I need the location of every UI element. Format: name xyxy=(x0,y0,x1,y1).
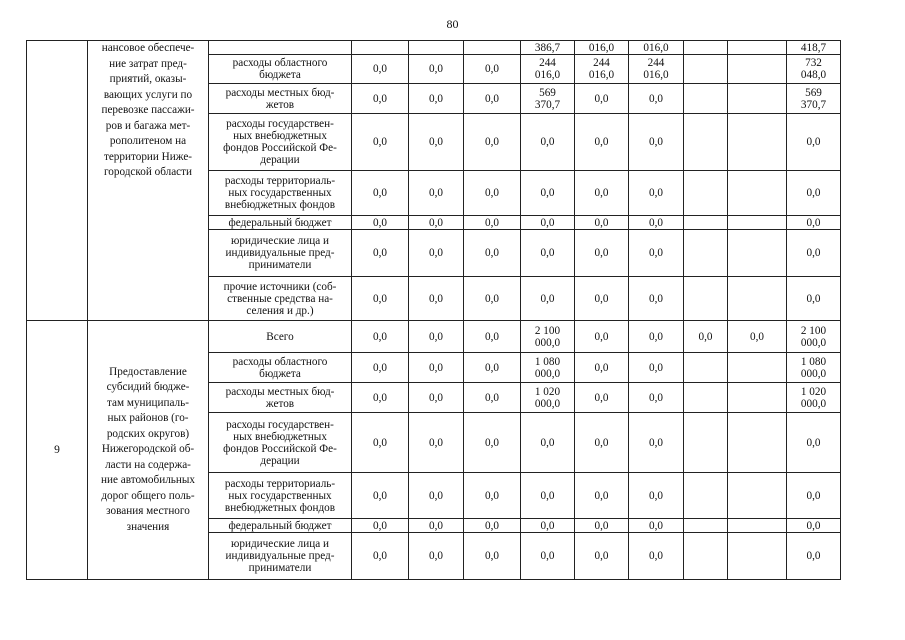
value-cell: 0,0 xyxy=(352,114,409,171)
value-cell: 0,0 xyxy=(352,55,409,84)
value-cell: 0,0 xyxy=(464,519,521,533)
funding-source-label: расходы государствен- ных внебюджетных фондов Российской Фе- дерации xyxy=(209,114,352,171)
value-cell: 1 080 000,0 xyxy=(521,353,575,383)
value-cell: 0,0 xyxy=(787,230,841,277)
value-cell xyxy=(728,114,787,171)
funding-source-label: расходы местных бюд- жетов xyxy=(209,383,352,413)
value-cell: 0,0 xyxy=(464,230,521,277)
value-cell: 0,0 xyxy=(521,473,575,519)
value-cell: 0,0 xyxy=(352,473,409,519)
value-cell: 0,0 xyxy=(464,473,521,519)
value-cell: 0,0 xyxy=(629,519,684,533)
value-cell: 0,0 xyxy=(409,114,464,171)
value-cell: 0,0 xyxy=(575,353,629,383)
value-cell: 0,0 xyxy=(728,321,787,353)
value-cell: 0,0 xyxy=(521,230,575,277)
value-cell: 2 100 000,0 xyxy=(521,321,575,353)
value-cell xyxy=(728,533,787,580)
value-cell: 0,0 xyxy=(629,413,684,473)
value-cell: 0,0 xyxy=(575,171,629,216)
funding-source-label: юридические лица и индивидуальные пред- приниматели xyxy=(209,230,352,277)
value-cell: 569 370,7 xyxy=(521,84,575,114)
value-cell xyxy=(684,277,728,321)
value-cell: 0,0 xyxy=(464,84,521,114)
value-cell: 0,0 xyxy=(409,383,464,413)
value-cell: 0,0 xyxy=(575,533,629,580)
value-cell: 0,0 xyxy=(575,321,629,353)
value-cell: 0,0 xyxy=(629,171,684,216)
value-cell xyxy=(728,41,787,55)
value-cell: 0,0 xyxy=(575,277,629,321)
page-number: 80 xyxy=(446,17,459,31)
value-cell xyxy=(728,171,787,216)
value-cell: 0,0 xyxy=(521,533,575,580)
value-cell: 0,0 xyxy=(409,55,464,84)
value-cell: 0,0 xyxy=(464,533,521,580)
value-cell xyxy=(684,353,728,383)
value-cell: 0,0 xyxy=(575,473,629,519)
value-cell: 0,0 xyxy=(787,533,841,580)
value-cell: 0,0 xyxy=(787,171,841,216)
funding-source-label xyxy=(209,41,352,55)
value-cell: 0,0 xyxy=(409,473,464,519)
value-cell: 0,0 xyxy=(409,353,464,383)
funding-source-label: расходы областного бюджета xyxy=(209,353,352,383)
value-cell: 0,0 xyxy=(464,321,521,353)
value-cell: 0,0 xyxy=(409,413,464,473)
value-cell xyxy=(684,413,728,473)
value-cell xyxy=(684,171,728,216)
value-cell: 0,0 xyxy=(787,114,841,171)
value-cell: 0,0 xyxy=(409,230,464,277)
value-cell: 0,0 xyxy=(409,321,464,353)
table-row xyxy=(27,41,841,55)
value-cell: 0,0 xyxy=(409,216,464,230)
row-number-cell: 9 xyxy=(27,321,88,580)
measure-description-cell: Предоставление субсидий бюдже- там муниципаль- ных районов (го- родских округов) Нижегородской об- ласти на содержа- ние автомобильных дорог общего поль- зования местного значения xyxy=(88,321,209,580)
value-cell xyxy=(684,41,728,55)
value-cell: 0,0 xyxy=(629,216,684,230)
value-cell: 016,0 xyxy=(629,41,684,55)
value-cell: 0,0 xyxy=(464,171,521,216)
value-cell: 0,0 xyxy=(629,277,684,321)
value-cell: 016,0 xyxy=(575,41,629,55)
value-cell xyxy=(728,55,787,84)
funding-source-label: юридические лица и индивидуальные пред- приниматели xyxy=(209,533,352,580)
value-cell: 0,0 xyxy=(409,171,464,216)
value-cell xyxy=(684,55,728,84)
value-cell: 0,0 xyxy=(352,383,409,413)
value-cell: 418,7 xyxy=(787,41,841,55)
value-cell xyxy=(352,41,409,55)
value-cell: 0,0 xyxy=(629,533,684,580)
value-cell: 0,0 xyxy=(352,519,409,533)
value-cell: 0,0 xyxy=(629,114,684,171)
value-cell xyxy=(684,84,728,114)
value-cell: 0,0 xyxy=(464,55,521,84)
value-cell xyxy=(728,353,787,383)
value-cell: 0,0 xyxy=(575,84,629,114)
funding-source-label: расходы государствен- ных внебюджетных фондов Российской Фе- дерации xyxy=(209,413,352,473)
value-cell: 0,0 xyxy=(464,383,521,413)
value-cell: 0,0 xyxy=(521,277,575,321)
value-cell xyxy=(728,84,787,114)
value-cell xyxy=(464,41,521,55)
value-cell: 0,0 xyxy=(629,473,684,519)
value-cell: 0,0 xyxy=(629,84,684,114)
value-cell: 0,0 xyxy=(787,277,841,321)
value-cell: 0,0 xyxy=(575,216,629,230)
value-cell xyxy=(684,383,728,413)
value-cell xyxy=(728,216,787,230)
value-cell: 0,0 xyxy=(352,533,409,580)
value-cell xyxy=(684,114,728,171)
funding-source-label: прочие источники (соб- ственные средства на- селения и др.) xyxy=(209,277,352,321)
value-cell: 0,0 xyxy=(575,519,629,533)
value-cell: 0,0 xyxy=(575,383,629,413)
measure-description-cell: нансовое обеспече- ние затрат пред- приятий, оказы- вающих услуги по перевозке пассажи- ров и багажа мет- рополитеном на территории Ниже- городской области xyxy=(88,41,209,321)
value-cell xyxy=(684,533,728,580)
value-cell xyxy=(684,519,728,533)
value-cell: 0,0 xyxy=(575,413,629,473)
value-cell: 0,0 xyxy=(352,353,409,383)
value-cell: 0,0 xyxy=(521,114,575,171)
value-cell xyxy=(409,41,464,55)
value-cell: 244 016,0 xyxy=(575,55,629,84)
value-cell: 386,7 xyxy=(521,41,575,55)
value-cell: 0,0 xyxy=(409,519,464,533)
value-cell: 0,0 xyxy=(684,321,728,353)
value-cell: 0,0 xyxy=(521,413,575,473)
value-cell: 2 100 000,0 xyxy=(787,321,841,353)
value-cell: 0,0 xyxy=(464,353,521,383)
value-cell: 0,0 xyxy=(787,473,841,519)
funding-source-label: федеральный бюджет xyxy=(209,216,352,230)
value-cell: 0,0 xyxy=(787,216,841,230)
value-cell: 0,0 xyxy=(409,533,464,580)
funding-source-label: Всего xyxy=(209,321,352,353)
value-cell: 732 048,0 xyxy=(787,55,841,84)
funding-source-label: расходы территориаль- ных государственных внебюджетных фондов xyxy=(209,473,352,519)
value-cell: 244 016,0 xyxy=(629,55,684,84)
value-cell xyxy=(684,230,728,277)
value-cell: 0,0 xyxy=(521,519,575,533)
value-cell: 0,0 xyxy=(352,216,409,230)
value-cell xyxy=(728,230,787,277)
value-cell: 0,0 xyxy=(464,114,521,171)
value-cell: 569 370,7 xyxy=(787,84,841,114)
value-cell: 0,0 xyxy=(352,171,409,216)
value-cell xyxy=(684,473,728,519)
value-cell xyxy=(728,413,787,473)
value-cell: 0,0 xyxy=(629,383,684,413)
funding-source-label: расходы территориаль- ных государственных внебюджетных фондов xyxy=(209,171,352,216)
funding-source-label: федеральный бюджет xyxy=(209,519,352,533)
value-cell: 0,0 xyxy=(409,84,464,114)
value-cell xyxy=(684,216,728,230)
value-cell: 0,0 xyxy=(629,321,684,353)
value-cell: 1 020 000,0 xyxy=(787,383,841,413)
row-number-cell xyxy=(27,41,88,321)
value-cell: 0,0 xyxy=(409,277,464,321)
value-cell: 0,0 xyxy=(352,277,409,321)
value-cell: 1 020 000,0 xyxy=(521,383,575,413)
value-cell: 0,0 xyxy=(787,413,841,473)
value-cell: 0,0 xyxy=(464,216,521,230)
value-cell: 0,0 xyxy=(521,171,575,216)
funding-source-label: расходы областного бюджета xyxy=(209,55,352,84)
value-cell xyxy=(728,473,787,519)
value-cell: 0,0 xyxy=(575,114,629,171)
value-cell: 0,0 xyxy=(575,230,629,277)
value-cell: 1 080 000,0 xyxy=(787,353,841,383)
value-cell: 0,0 xyxy=(629,353,684,383)
budget-table xyxy=(26,40,841,580)
value-cell: 0,0 xyxy=(629,230,684,277)
value-cell: 0,0 xyxy=(352,84,409,114)
value-cell xyxy=(728,519,787,533)
funding-source-label: расходы местных бюд- жетов xyxy=(209,84,352,114)
value-cell: 0,0 xyxy=(787,519,841,533)
value-cell: 0,0 xyxy=(464,413,521,473)
value-cell xyxy=(728,277,787,321)
value-cell: 0,0 xyxy=(352,321,409,353)
value-cell xyxy=(728,383,787,413)
value-cell: 0,0 xyxy=(352,230,409,277)
value-cell: 0,0 xyxy=(521,216,575,230)
value-cell: 0,0 xyxy=(464,277,521,321)
table-row xyxy=(27,321,841,353)
value-cell: 0,0 xyxy=(352,413,409,473)
value-cell: 244 016,0 xyxy=(521,55,575,84)
